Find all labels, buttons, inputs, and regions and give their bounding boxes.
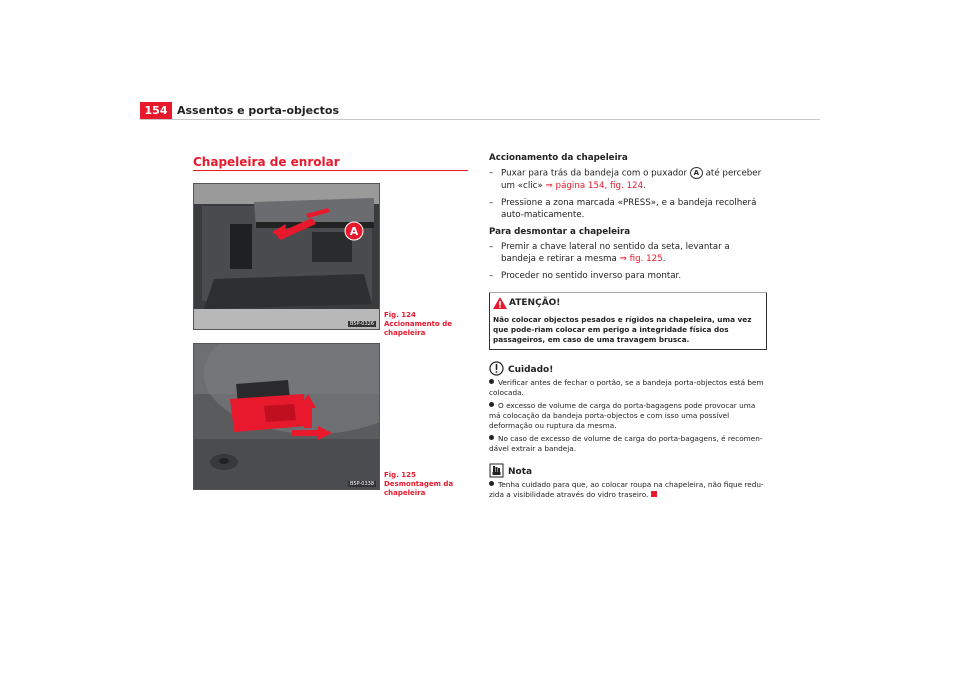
header-rule <box>140 119 820 120</box>
warning-triangle-icon <box>493 297 507 309</box>
heading-desmontar: Para desmontar a chapeleira <box>489 226 631 237</box>
section-title: Chapeleira de enrolar <box>193 155 340 169</box>
heading-accionamento: Accionamento da chapeleira <box>489 153 628 163</box>
figure-125-caption: Fig. 125 Desmontagem da chapeleira <box>384 471 454 497</box>
caution-exclamation-icon <box>489 361 504 376</box>
figure-124-caption: Fig. 124 Accionamento de chapeleira <box>384 311 453 337</box>
figure-code: B5P-0326 <box>349 321 374 327</box>
link-fig-125[interactable]: ⇒ fig. 125 <box>619 253 663 264</box>
list-item: Tenha cuidado para que, ao colocar roupa na chapeleira, não fique redu-zida a visibilidade através do vidro traseiro. <box>489 479 764 499</box>
note-list <box>489 480 767 500</box>
step-1: – Puxar para trás da bandeja com o puxador A até perceber um «clic» ⇒ página 154, fig. 124. <box>489 168 762 191</box>
caution-list <box>489 378 767 454</box>
caution-heading: Cuidado! <box>489 364 767 376</box>
label-a-badge: A <box>690 167 703 179</box>
section-rule <box>193 170 468 171</box>
step-2: – Pressione a zona marcada «PRESS», e a bandeja recolherá auto-maticamente. <box>489 197 757 220</box>
step-4: – Proceder no sentido inverso para montar. <box>489 270 682 281</box>
list-item: O excesso de volume de carga do porta-bagagens pode provocar uma má colocação da bandeja porta-objectos e com isso uma possível deformação ou ruptura da mesma. <box>489 400 756 430</box>
note-heading: Nota <box>489 466 767 478</box>
figure-125-photo <box>193 343 380 490</box>
step-3: – Premir a chave lateral no sentido da seta, levantar a bandeja e retirar a mesma ⇒ fig. 125. <box>489 241 730 264</box>
figure-code: B5P-0338 <box>349 481 374 487</box>
warning-text: Não colocar objectos pesados e rígidos na chapeleira, uma vez que pode-riam colocar em perigo a integridade física dos passageiros, em caso de uma travagem brusca. <box>493 314 752 344</box>
running-title: Assentos e porta-objectos <box>177 104 340 117</box>
warning-box <box>489 292 767 350</box>
link-page-154-fig-124[interactable]: ⇒ página 154, fig. 124 <box>545 180 644 191</box>
figure-label-a: A <box>349 225 359 238</box>
end-of-section-mark <box>651 491 657 497</box>
warning-heading: ATENÇÃO! <box>509 297 763 309</box>
main-text-column <box>489 152 767 503</box>
list-item: No caso de excesso de volume de carga do porta-bagagens, é recomen-dável extrair a bandeja. <box>489 433 763 453</box>
page-number: 154 <box>140 102 172 120</box>
list-item: Verificar antes de fechar o portão, se a bandeja porta-objectos está bem colocada. <box>489 377 764 397</box>
figure-124-photo <box>193 183 380 330</box>
note-hand-icon <box>489 463 504 478</box>
